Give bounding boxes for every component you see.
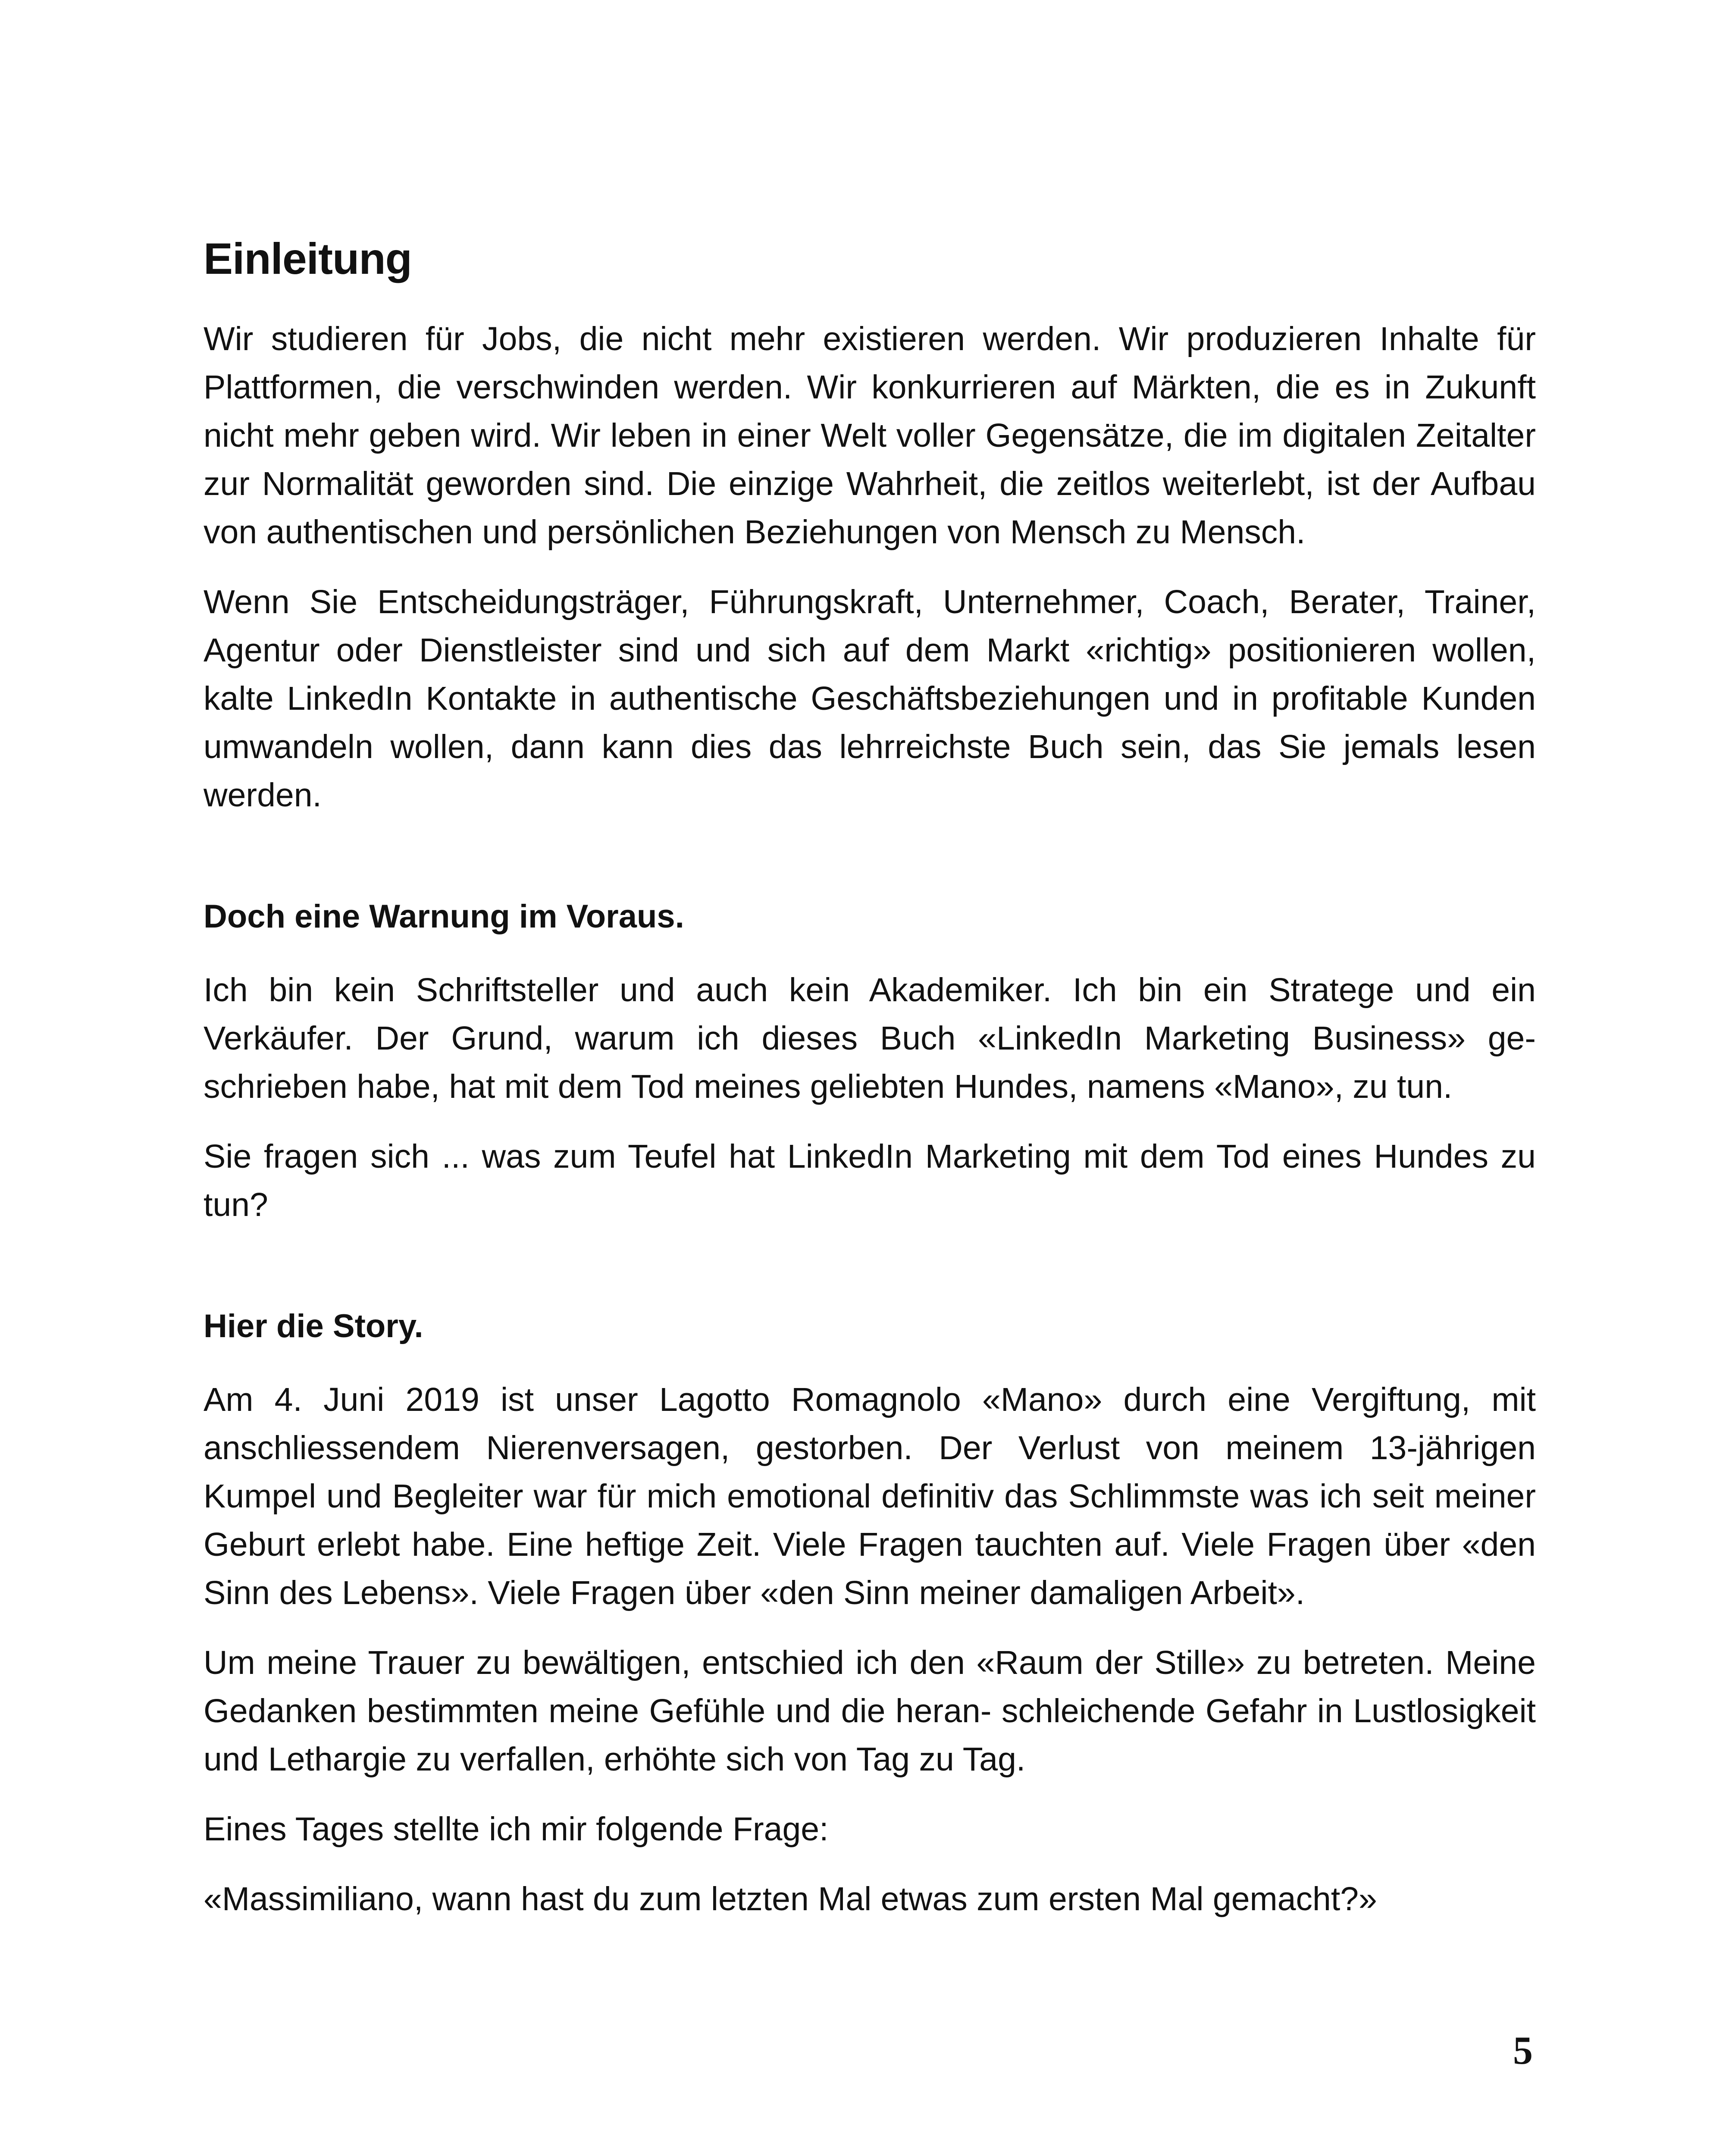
- story-paragraph-4: «Massimiliano, wann hast du zum letzten Mal etwas zum ersten Mal gemacht?»: [204, 1880, 1377, 1918]
- intro-paragraph-1: Wir studieren für Jobs, die nicht mehr existieren werden. Wir produzieren Inhalte für Plattformen, die verschwinden werden. Wir konkurrieren auf Märkten, die es in Zukunft nicht mehr geben wird. Wir leben in einer Welt voller Gegensätze, die im digitalen Zeitalter zur Normalität geworden sind. Die einzige Wahrheit, die zeitlos weiterlebt, ist der Aufbau von authentischen und persönlichen Beziehungen von Mensch zu Mensch.: [204, 320, 1536, 551]
- story-paragraph-2: Um meine Trauer zu bewältigen, entschied ich den «Raum der Stille» zu betreten. Meine Gedanken bestimmten meine Gefühle und die heran- schleichende Gefahr in Lustlosigkeit und Lethargie zu verfallen, erhöhte sich von Tag zu Tag.: [204, 1644, 1536, 1778]
- warning-paragraph-1: Ich bin kein Schriftsteller und auch kein Akademiker. Ich bin ein Stratege und ein Verkäufer. Der Grund, warum ich dieses Buch «LinkedIn Marketing Business» geschrieben habe, hat mit dem Tod meines geliebten Hundes, namens «Mano», zu tun.: [204, 971, 1536, 1105]
- page-number: 5: [1513, 2028, 1533, 2072]
- story-paragraph-1: Am 4. Juni 2019 ist unser Lagotto Romagnolo «Mano» durch eine Vergiftung, mit anschliessendem Nierenversagen, gestorben. Der Verlust von meinem 13-jährigen Kumpel und Begleiter war für mich emotional definitiv das Schlimmste was ich seit meiner Geburt erlebt habe. Eine heftige Zeit. Viele Fragen tauchten auf. Viele Fragen über «den Sinn des Lebens». Viele Fragen über «den Sinn meiner damaligen Arbeit».: [204, 1381, 1536, 1611]
- page-content: [204, 229, 1536, 1945]
- warning-paragraph-2: Sie fragen sich ... was zum Teufel hat LinkedIn Marketing mit dem Tod eines Hundes zu tun?: [204, 1138, 1536, 1223]
- warning-heading: Doch eine Warnung im Voraus.: [204, 898, 684, 935]
- story-paragraph-3: Eines Tages stellte ich mir folgende Frage:: [204, 1811, 829, 1848]
- chapter-heading: Einleitung: [204, 234, 412, 283]
- story-heading: Hier die Story.: [204, 1308, 423, 1344]
- intro-paragraph-2: Wenn Sie Entscheidungsträger, Führungskraft, Unternehmer, Coach, Berater, Trainer, Agentur oder Dienstleister sind und sich auf dem Markt «richtig» positionieren wollen, kalte LinkedIn Kontakte in authentische Geschäftsbeziehungen und in profitable Kunden umwandeln wollen, dann kann dies das lehrreichste Buch sein, das Sie jemals lesen werden.: [204, 583, 1536, 814]
